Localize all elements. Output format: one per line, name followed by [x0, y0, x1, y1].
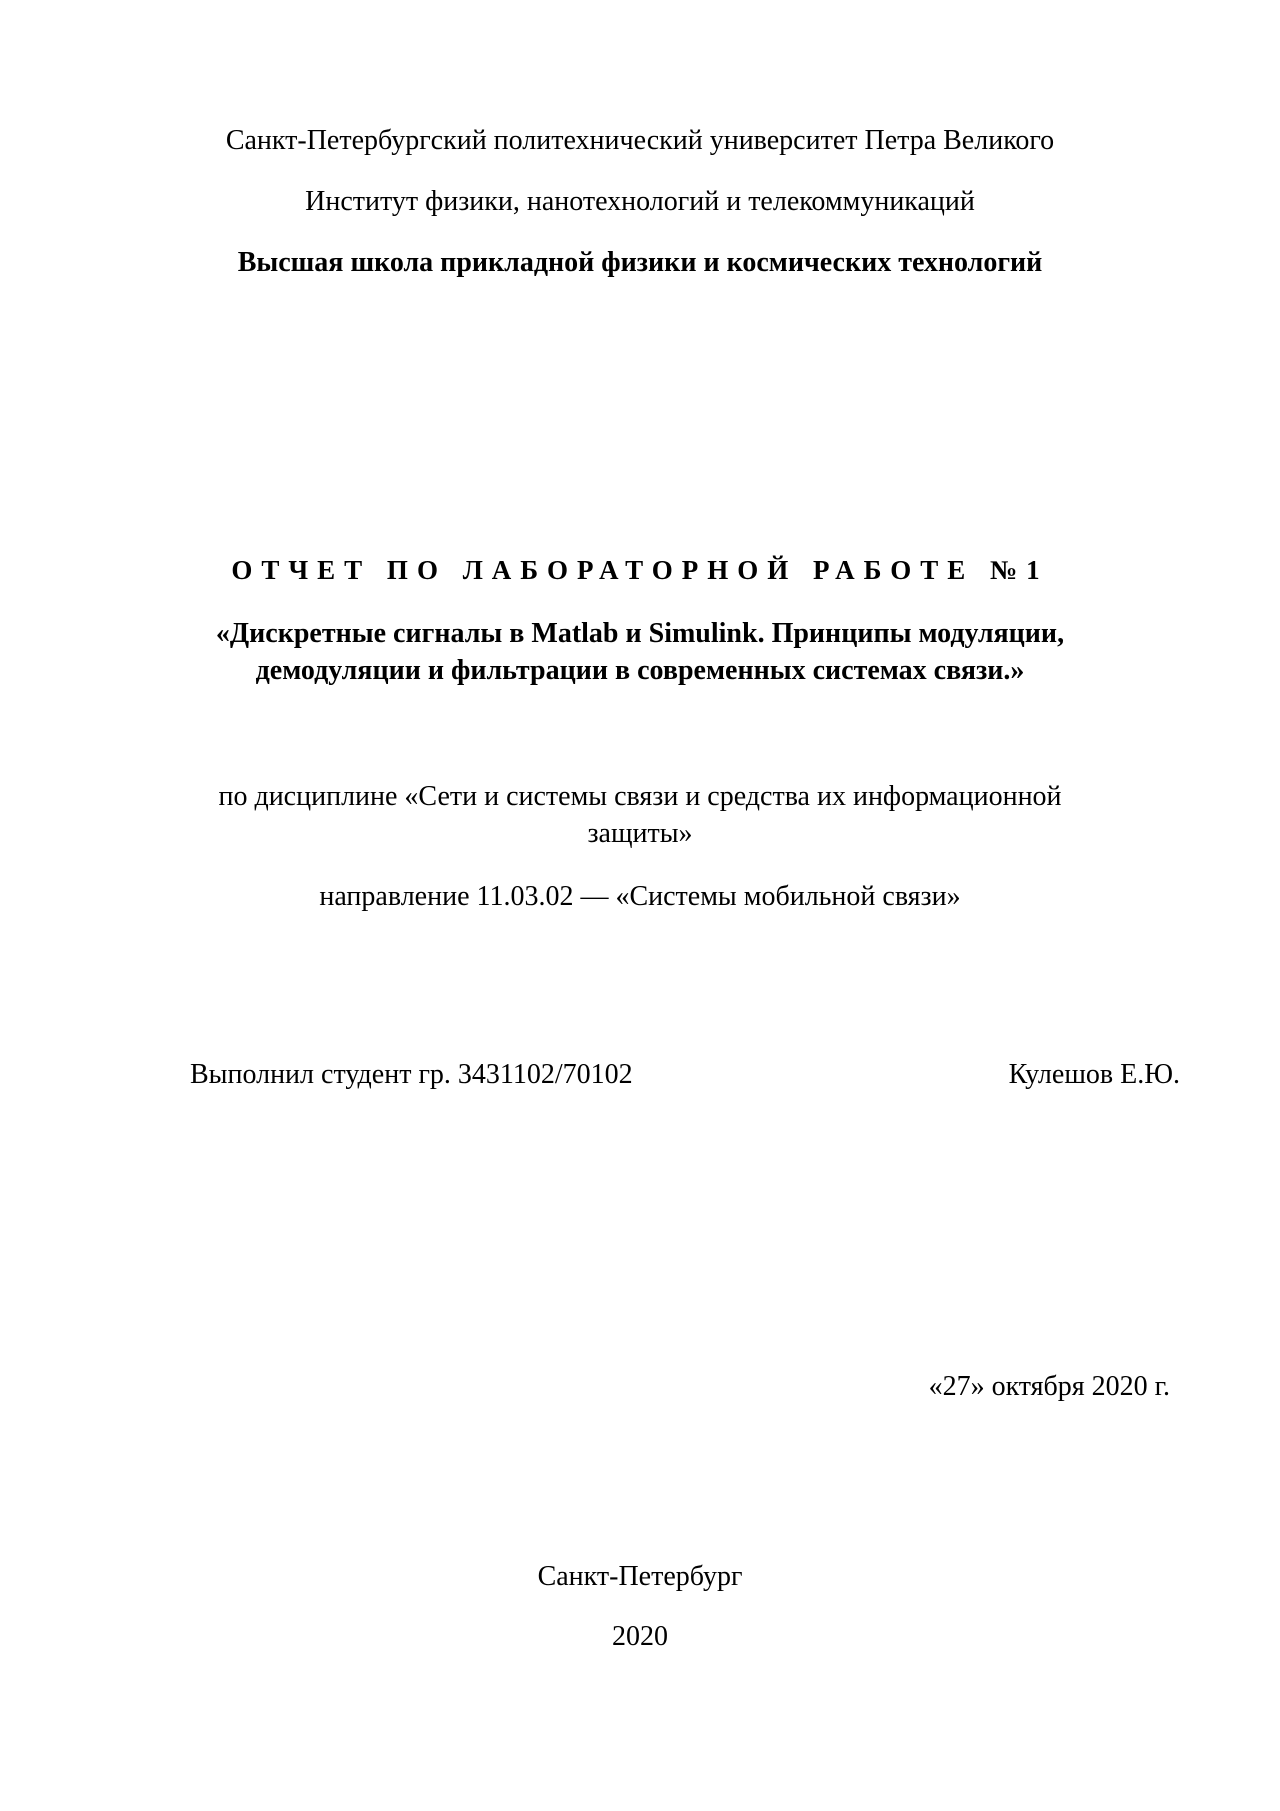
report-topic-line-2: демодуляции и фильтрации в современных системах связи.» — [255, 655, 1025, 686]
report-title: ОТЧЕТ ПО ЛАБОРАТОРНОЙ РАБОТЕ №1 — [231, 555, 1049, 585]
direction: направление 11.03.02 — «Системы мобильной связи» — [319, 881, 961, 912]
city: Санкт-Петербург — [537, 1561, 743, 1592]
year: 2020 — [612, 1621, 668, 1652]
report-topic-line-1: «Дискретные сигналы в Matlab и Simulink. Принципы модуляции, — [215, 618, 1065, 649]
student-label: Выполнил студент гр. 3431102/70102 — [190, 1059, 633, 1090]
report-date: «27» октября 2020 г. — [928, 1371, 1170, 1402]
university-name: Санкт-Петербургский политехнический университет Петра Великого — [225, 125, 1055, 156]
student-row — [190, 1058, 1180, 1092]
student-name: Кулешов Е.Ю. — [1008, 1059, 1180, 1090]
school-name: Высшая школа прикладной физики и космических технологий — [237, 247, 1043, 278]
discipline-line-2: защиты» — [587, 818, 693, 849]
institute-name: Институт физики, нанотехнологий и телекоммуникаций — [305, 186, 975, 217]
discipline-line-1: по дисциплине «Сети и системы связи и средства их информационной — [218, 781, 1062, 812]
